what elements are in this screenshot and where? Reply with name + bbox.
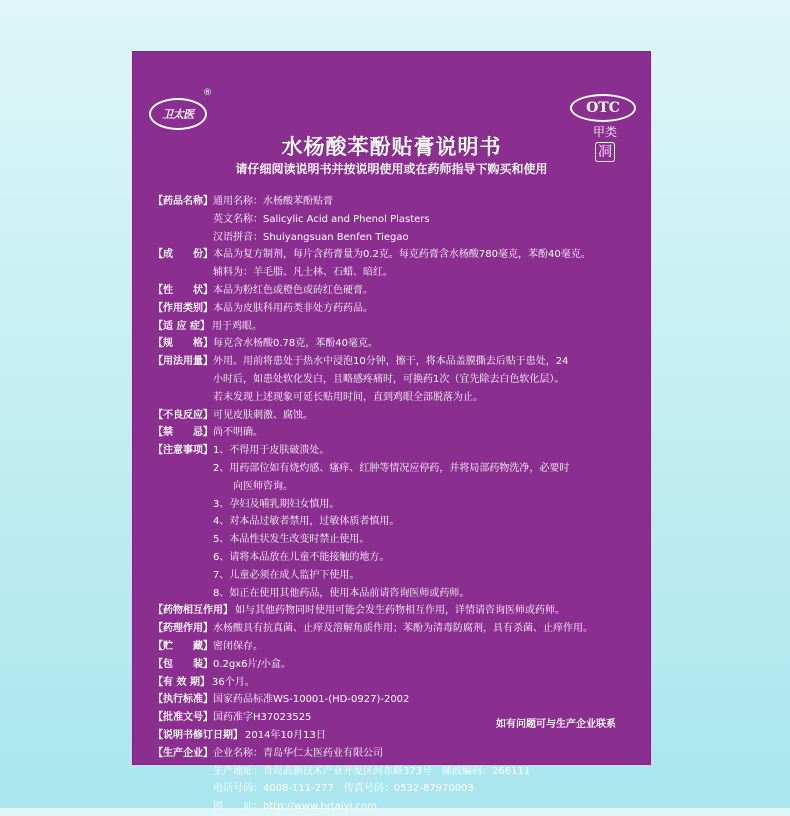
section-label: 【作用类别】 bbox=[153, 302, 213, 314]
section-row bbox=[153, 602, 641, 620]
section-label: 【药品名称】 bbox=[153, 196, 213, 207]
section-row bbox=[153, 246, 641, 282]
section-row bbox=[153, 656, 641, 674]
section-line: 8、如正在使用其他药品，使用本品前请咨询医师或药师。 bbox=[213, 587, 470, 599]
section-content bbox=[213, 745, 641, 816]
section-line: 若未发现上述现象可延长贴用时间，直到鸡眼全部脱落为止。 bbox=[213, 391, 483, 403]
section-row bbox=[153, 353, 641, 406]
section-label: 【用法用量】 bbox=[153, 356, 213, 368]
footer-note: 如有问题可与生产企业联系 bbox=[496, 719, 616, 730]
section-line: 小时后，如患处软化发白，且略感疼痛时，可换药1次（宜先除去白色软化层）。 bbox=[213, 373, 565, 385]
section-line: 4、对本品过敏者禁用，过敏体质者慎用。 bbox=[213, 516, 400, 528]
section-line: 36个月。 bbox=[211, 676, 255, 688]
otc-class-box: 㓊 bbox=[595, 142, 615, 162]
section-row bbox=[153, 335, 641, 353]
section-line: 本品为皮肤科用药类非处方药药品。 bbox=[213, 302, 373, 314]
section-line: 1、不得用于皮肤破溃处。 bbox=[213, 445, 330, 457]
section-row bbox=[153, 691, 641, 709]
section-row bbox=[153, 674, 641, 692]
section-row bbox=[153, 282, 641, 300]
section-content bbox=[213, 335, 641, 353]
section-line: 企业名称：青岛华仁太医药业有限公司 bbox=[213, 747, 383, 759]
instruction-card bbox=[133, 52, 650, 813]
section-line: 汉语拼音：Shuiyangsuan Benfen Tiegao bbox=[213, 231, 409, 243]
section-row bbox=[153, 424, 641, 442]
section-line: 0.2gx6片/小盒。 bbox=[213, 658, 291, 670]
section-label: 【规 格】 bbox=[153, 338, 213, 350]
section-content bbox=[213, 638, 641, 656]
section-line: 7、儿童必须在成人监护下使用。 bbox=[213, 569, 360, 581]
section-content bbox=[213, 300, 641, 318]
section-label: 【注意事项】 bbox=[153, 445, 213, 457]
section-label: 【药理作用】 bbox=[153, 623, 213, 635]
section-line: 如与其他药物同时使用可能会发生药物相互作用，详情请咨询医师或药师。 bbox=[235, 605, 565, 617]
section-line: 网 址：http://www.hrtaiyi.com bbox=[213, 801, 377, 813]
section-label: 【批准文号】 bbox=[153, 712, 213, 724]
section-row bbox=[153, 193, 641, 246]
section-line: 用于鸡眼。 bbox=[211, 320, 262, 332]
section-line: 水杨酸具有抗真菌、止痒及溶解角质作用；苯酚为清毒防腐剂，具有杀菌、止痒作用。 bbox=[213, 623, 593, 635]
section-row bbox=[153, 442, 641, 602]
section-line: 尚不明确。 bbox=[213, 427, 263, 439]
section-line: 6、请将本品放在儿童不能接触的地方。 bbox=[213, 551, 390, 563]
section-content bbox=[213, 442, 641, 602]
section-line: 2014年10月13日 bbox=[245, 729, 326, 741]
section-line: 国药准字H37023525 bbox=[213, 712, 312, 724]
section-line: 2、用药部位如有烧灼感、瘙痒、红肿等情况应停药，并将局部药物洗净，必要时 bbox=[213, 462, 570, 474]
section-row bbox=[153, 318, 641, 336]
section-row bbox=[153, 407, 641, 425]
section-line: 英文名称：Salicylic Acid and Phenol Plasters bbox=[213, 213, 430, 225]
section-line: 本品为粉红色或橙色或砖红色硬膏。 bbox=[213, 284, 373, 296]
section-content bbox=[213, 407, 641, 425]
section-line: 通用名称：水杨酸苯酚贴膏 bbox=[213, 196, 333, 207]
section-label: 【说明书修订日期】 bbox=[153, 729, 243, 741]
section-label: 【执行标准】 bbox=[153, 694, 213, 706]
section-line: 密闭保存。 bbox=[213, 640, 263, 652]
section-line: 5、本品性状发生改变时禁止使用。 bbox=[213, 534, 370, 546]
section-label: 【成 份】 bbox=[153, 249, 213, 261]
otc-badge: OTC bbox=[570, 94, 636, 122]
section-line: 国家药品标准WS-10001-(HD-0927)-2002 bbox=[213, 694, 410, 706]
otc-class-line: 甲类 bbox=[592, 125, 617, 139]
section-row bbox=[153, 745, 641, 816]
section-line: 本品为复方制剂，每片含药膏量为0.2克。每克药膏含水杨酸780毫克，苯酚40毫克。 bbox=[213, 249, 591, 261]
section-content bbox=[212, 318, 641, 336]
section-content bbox=[213, 620, 641, 638]
section-line: 向医师咨询。 bbox=[213, 480, 293, 492]
section-content bbox=[213, 353, 641, 406]
section-content bbox=[213, 424, 641, 442]
document-subtitle: 请仔细阅读说明书并按说明使用或在药师指导下购买和使用 bbox=[235, 162, 548, 176]
section-line: 生产地址：青岛高新技术产业开发区河东路373号 邮政编码：266111 bbox=[213, 765, 531, 777]
section-label: 【禁 忌】 bbox=[153, 427, 213, 439]
section-line: 3、孕妇及哺乳期妇女慎用。 bbox=[213, 498, 340, 510]
section-line: 辅料为：羊毛脂、凡士林、石蜡、暗红。 bbox=[213, 267, 393, 279]
section-line: 每克含水杨酸0.78克，苯酚40毫克。 bbox=[213, 338, 378, 350]
registered-mark: ® bbox=[203, 88, 212, 98]
section-label: 【性 状】 bbox=[153, 284, 213, 296]
section-content bbox=[212, 674, 641, 692]
section-row bbox=[153, 300, 641, 318]
section-content bbox=[235, 602, 641, 620]
section-label: 【贮 藏】 bbox=[153, 640, 213, 652]
section-label: 【有 效 期】 bbox=[153, 676, 210, 688]
section-row bbox=[153, 638, 641, 656]
section-label: 【药物相互作用】 bbox=[153, 605, 233, 617]
section-row bbox=[153, 620, 641, 638]
section-label: 【不良反应】 bbox=[153, 409, 213, 421]
section-content bbox=[213, 193, 641, 246]
brand-logo: 卫太医 bbox=[149, 98, 207, 130]
section-content bbox=[213, 246, 641, 282]
section-content bbox=[213, 656, 641, 674]
section-line: 可见皮肤刺激、腐蚀。 bbox=[213, 409, 313, 421]
section-content bbox=[213, 282, 641, 300]
section-line: 电话号码：4008-111-277 传真号码：0532-87970003 bbox=[213, 783, 474, 795]
document-title: 水杨酸苯酚贴膏说明书 bbox=[281, 135, 502, 159]
section-label: 【生产企业】 bbox=[153, 747, 213, 759]
section-label: 【适 应 症】 bbox=[153, 320, 210, 332]
section-content bbox=[213, 691, 641, 709]
section-label: 【包 装】 bbox=[153, 658, 213, 670]
section-line: 外用。用前将患处于热水中浸泡10分钟，擦干，将本品盖膜撕去后贴于患处，24 bbox=[213, 356, 569, 368]
